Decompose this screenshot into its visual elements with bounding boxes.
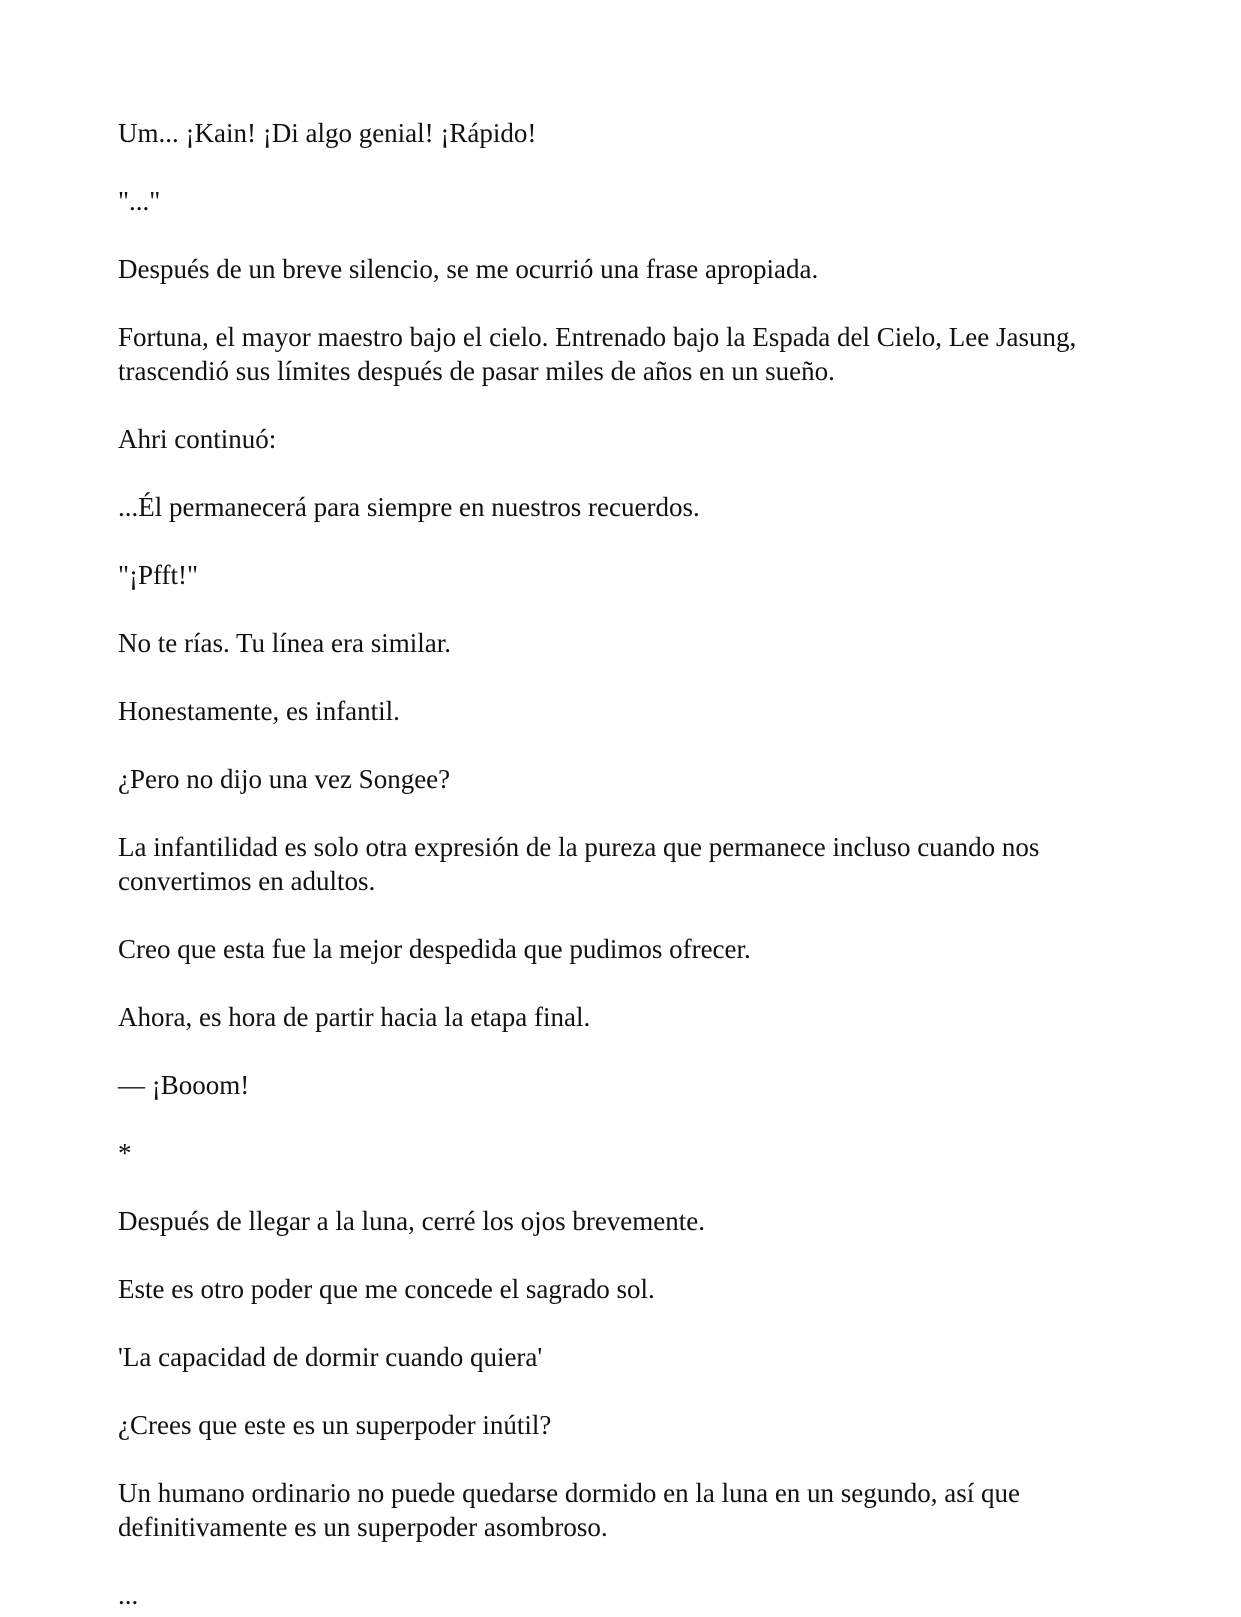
paragraph-6: ...Él permanecerá para siempre en nuestros recuerdos. (118, 492, 700, 522)
paragraph-15: Después de llegar a la luna, cerré los ojos brevemente. (118, 1206, 706, 1236)
paragraph-18: ¿Crees que este es un superpoder inútil? (118, 1410, 552, 1440)
document-body (118, 116, 1128, 1612)
paragraph-17: 'La capacidad de dormir cuando quiera' (118, 1342, 543, 1372)
paragraph-12: Creo que esta fue la mejor despedida que pudimos ofrecer. (118, 934, 751, 964)
paragraph-1: Um... ¡Kain! ¡Di algo genial! ¡Rápido! (118, 118, 537, 148)
paragraph-7: "¡Pfft!" (118, 560, 199, 590)
paragraph-14: — ¡Booom! (118, 1070, 250, 1100)
paragraph-16: Este es otro poder que me concede el sagrado sol. (118, 1274, 655, 1304)
paragraph-19: Un humano ordinario no puede quedarse dormido en la luna en un segundo, así que definitivamente es un superpoder asombroso. (118, 1478, 1021, 1542)
paragraph-8: No te rías. Tu línea era similar. (118, 628, 451, 658)
paragraph-10: ¿Pero no dijo una vez Songee? (118, 764, 451, 794)
paragraph-2: "..." (118, 186, 161, 216)
paragraph-5: Ahri continuó: (118, 424, 277, 454)
section-break: * (118, 1138, 132, 1168)
paragraph-13: Ahora, es hora de partir hacia la etapa final. (118, 1002, 591, 1032)
paragraph-20: ... (118, 1580, 139, 1610)
paragraph-9: Honestamente, es infantil. (118, 696, 400, 726)
paragraph-3: Después de un breve silencio, se me ocurrió una frase apropiada. (118, 254, 819, 284)
paragraph-4: Fortuna, el mayor maestro bajo el cielo. Entrenado bajo la Espada del Cielo, Lee Jasung, trascendió sus límites después de pasar miles de años en un sueño. (118, 322, 1077, 386)
paragraph-11: La infantilidad es solo otra expresión de la pureza que permanece incluso cuando nos convertimos en adultos. (118, 832, 1040, 896)
